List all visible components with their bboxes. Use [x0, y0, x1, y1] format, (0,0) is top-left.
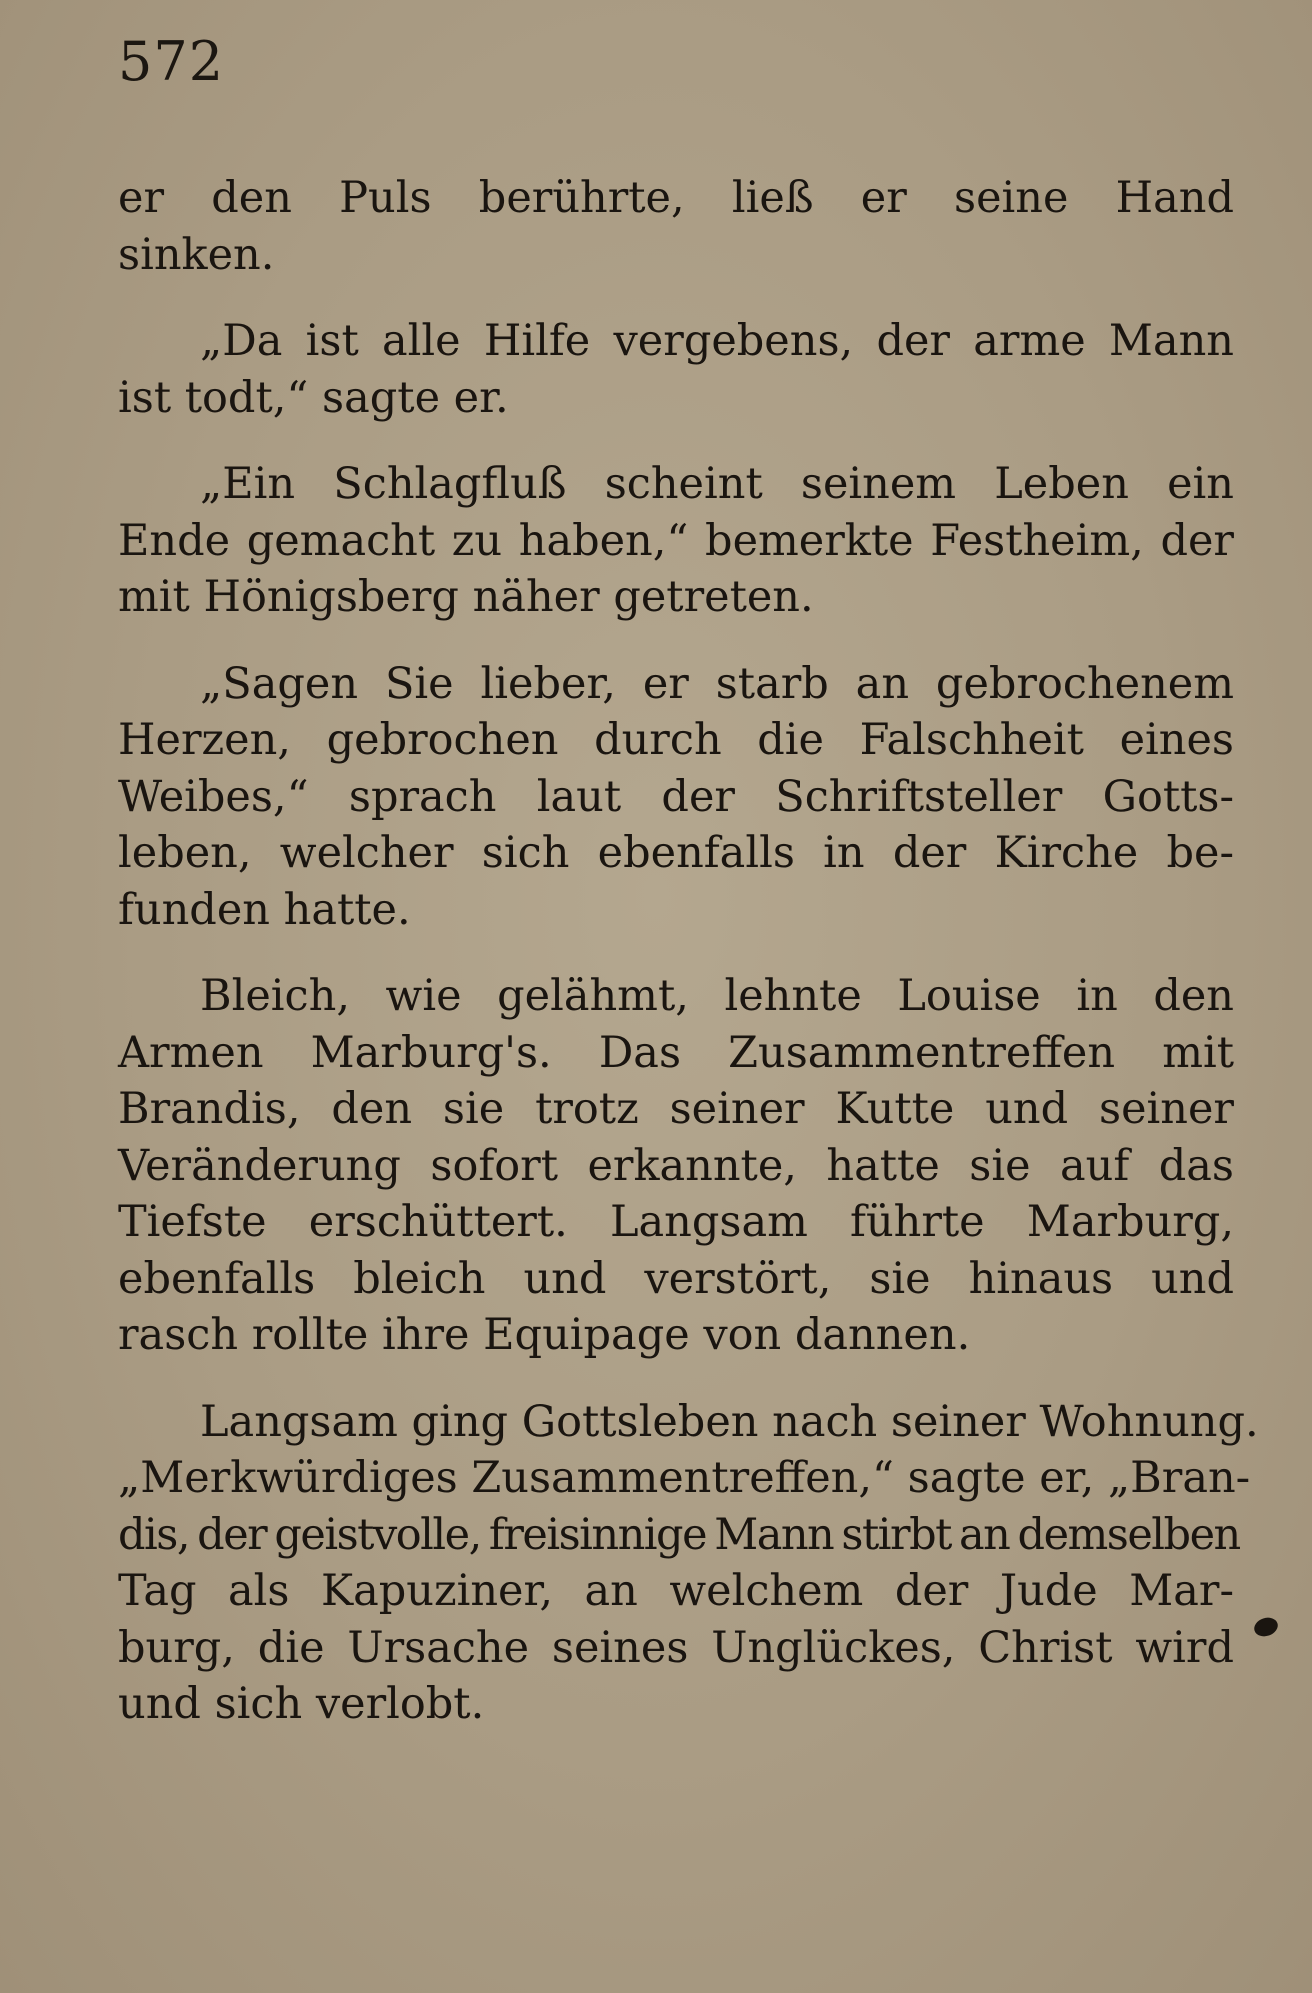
paragraph: [118, 456, 1234, 626]
text-line: Tag als Kapuziner, an welchem der Jude Mar-: [118, 1566, 1234, 1616]
paragraph: [118, 656, 1234, 939]
paragraph: [118, 313, 1234, 426]
ink-smudge: [1252, 1615, 1280, 1640]
paragraph: [118, 170, 1234, 283]
text-line: „Merkwürdiges Zusammentreffen,“ sagte er, „Bran-: [118, 1453, 1251, 1503]
text-line: Armen Marburg's. Das Zusammentreffen mit: [118, 1027, 1234, 1078]
text-line: „Sagen Sie lieber, er starb an gebrochenem: [200, 658, 1234, 709]
page-number: 572: [118, 30, 225, 93]
text-line: funden hatte.: [118, 884, 411, 935]
text-line: Tiefste erschüttert. Langsam führte Marburg,: [118, 1197, 1234, 1247]
text-line: leben, welcher sich ebenfalls in der Kirche be-: [118, 828, 1234, 878]
text-line: und sich verlobt.: [118, 1679, 485, 1729]
text-line: „Da ist alle Hilfe vergebens, der arme Mann: [200, 316, 1234, 366]
text-line: er den Puls berührte, ließ er seine Hand: [118, 173, 1234, 223]
text-line: Veränderung sofort erkannte, hatte sie auf das: [118, 1140, 1234, 1191]
body-text: [118, 170, 1259, 1763]
text-line: rasch rollte ihre Equipage von dannen.: [118, 1310, 971, 1360]
text-line: ist todt,“ sagte er.: [118, 372, 509, 423]
text-line: mit Hönigsberg näher getreten.: [118, 572, 814, 622]
text-line: „Ein Schlagfluß scheint seinem Leben ein: [200, 459, 1234, 509]
text-line: Herzen, gebrochen durch die Falschheit eines: [118, 715, 1234, 765]
paragraph: [118, 968, 1234, 1364]
text-line: Bleich, wie gelähmt, lehnte Louise in den: [200, 971, 1234, 1021]
paragraph: [118, 1394, 1259, 1733]
text-line: burg, die Ursache seines Unglückes, Christ wird: [118, 1622, 1234, 1673]
text-line: Langsam ging Gottsleben nach seiner Wohnung.: [200, 1396, 1259, 1447]
text-line: ebenfalls bleich und verstört, sie hinaus und: [118, 1253, 1234, 1304]
text-line: Ende gemacht zu haben,“ bemerkte Festheim, der: [118, 515, 1234, 566]
text-line: sinken.: [118, 229, 275, 280]
text-line: Brandis, den sie trotz seiner Kutte und seiner: [118, 1084, 1234, 1134]
text-line: Weibes,“ sprach laut der Schriftsteller Gotts-: [118, 771, 1234, 822]
text-line: dis, der geistvolle, freisinnige Mann stirbt an demselben: [118, 1509, 1240, 1560]
